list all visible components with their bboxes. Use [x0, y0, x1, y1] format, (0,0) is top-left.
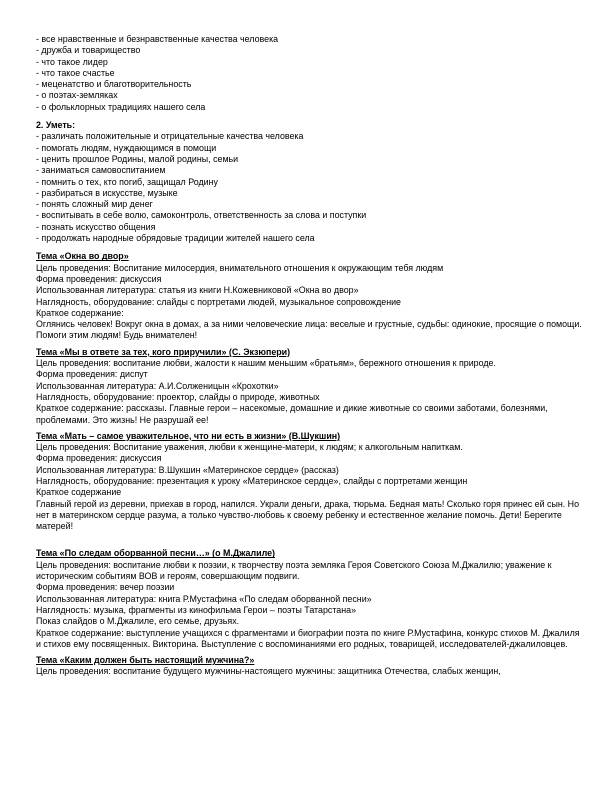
topic-line: Использованная литература: А.И.Солженицын «Крохотки»: [36, 380, 279, 391]
topic-line: Наглядность, оборудование: презентация к уроку «Материнское сердце», слайды с портретами женщин: [36, 475, 468, 486]
topic-line: Краткое содержание: [36, 487, 122, 498]
skills-section: [36, 120, 584, 244]
topic-line: Наглядность, оборудование: слайды с портретами людей, музыкальное сопровождение: [36, 296, 401, 307]
topic-goal: Цель проведения: воспитание любви к поэзии, к творчеству поэта земляка Героя Советского Союза М.Джалилю; уважение к историческим событиям ВОВ и героям, совершающим подвиги.: [36, 559, 552, 582]
topic-title: Тема «Окна во двор»: [36, 251, 129, 262]
topic-title: Тема «Каким должен быть настоящий мужчина?»: [36, 655, 255, 666]
topic-line: Показ слайдов о М.Джалиле, его семье, друзьях.: [36, 616, 240, 627]
topic-summary: Оглянись человек! Вокруг окна в домах, а за ними человеческие лица: веселые и грустные, судьбы: одинокие, просящие о помощи. Помоги этим людям! Будь внимателен!: [36, 319, 582, 341]
list-item: - разбираться в искусстве, музыке: [36, 187, 178, 198]
list-item: - помогать людям, нуждающимся в помощи: [36, 142, 217, 153]
list-item: - познать искусство общения: [36, 221, 156, 232]
topic-section: [36, 431, 584, 533]
topic-title: Тема «По следам оборванной песни…» (о М.Джалиле): [36, 548, 275, 559]
topic-line: Цель проведения: воспитание любви, жалости к нашим меньшим «братьям», бережного отношения к природе.: [36, 358, 496, 369]
topic-section: [36, 655, 584, 678]
topic-section: [36, 548, 584, 650]
topic-line: Краткое содержание:: [36, 307, 124, 318]
list-item: - ценить прошлое Родины, малой родины, семьи: [36, 153, 239, 164]
topic-line: Использованная литература: В.Шукшин «Материнское сердце» (рассказ): [36, 464, 339, 475]
list-item: - заниматься самовоспитанием: [36, 165, 166, 176]
list-item: - помнить о тех, кто погиб, защищал Родину: [36, 176, 218, 187]
topic-line: Форма проведения: дискуссия: [36, 273, 162, 284]
intro-list: [36, 34, 584, 113]
topic-line: Цель проведения: воспитание будущего мужчины-настоящего мужчины: защитника Отечества, слабых женщин,: [36, 666, 501, 677]
topic-line: Цель проведения: Воспитание милосердия, внимательного отношения к окружающим тебя людям: [36, 262, 444, 273]
topic-line: Форма проведения: дискуссия: [36, 453, 162, 464]
topic-summary: Главный герой из деревни, приехав в город, напился. Украли деньги, драка, тюрьма. Бедная мать! Сколько горя принес ей сын. Но нет в материнском сердце разума, а только чувство-любовь к своему ребенку и естественное желание помочь. Дети! Берегите матерей!: [36, 498, 580, 532]
list-item: - продолжать народные обрядовые традиции жителей нашего села: [36, 233, 315, 244]
topic-line: Форма проведения: диспут: [36, 369, 148, 380]
list-item: - о поэтах-земляках: [36, 90, 118, 101]
list-item: - о фольклорных традициях нашего села: [36, 101, 206, 112]
topic-line: Наглядность: музыка, фрагменты из кинофильма Герои – поэты Татарстана»: [36, 604, 357, 615]
list-item: - воспитывать в себе волю, самоконтроль, ответственность за слова и поступки: [36, 210, 367, 221]
topic-title: Тема «Мы в ответе за тех, кого приручили» (С. Экзюпери): [36, 346, 291, 357]
list-item: - меценатство и благотворительность: [36, 79, 192, 90]
topic-summary: Краткое содержание: рассказы. Главные герои – насекомые, домашние и дикие животные со своими заботами, болезнями, проблемами. Это жизнь! Не разрушай ее!: [36, 403, 548, 425]
document-page: [36, 34, 584, 678]
list-item: - различать положительные и отрицательные качества человека: [36, 131, 304, 142]
list-item: - что такое лидер: [36, 56, 108, 67]
list-item: - понять сложный мир денег: [36, 199, 153, 210]
list-item: - дружба и товарищество: [36, 45, 141, 56]
topic-line: Наглядность, оборудование: проектор, слайды о природе, животных: [36, 391, 320, 402]
topic-line: Цель проведения: Воспитание уважения, любви к женщине-матери, к людям; к алкогольным напиткам.: [36, 442, 463, 453]
topic-summary: Краткое содержание: выступление учащихся с фрагментами и биографии поэта по книге Р.Мустафина, конкурс стихов М. Джалиля и стихов ему посвященных. Викторина. Выступление с воспоминаниями его родных, товарищей, исследователей-джалиловцев.: [36, 627, 580, 649]
topic-section: [36, 251, 584, 341]
topic-line: Использованная литература: книга Р.Мустафина «По следам оборванной песни»: [36, 593, 372, 604]
list-item: - все нравственные и безнравственные качества человека: [36, 34, 279, 44]
topic-title: Тема «Мать – самое уважительное, что ни есть в жизни» (В.Шукшин): [36, 430, 341, 441]
topic-line: Форма проведения: вечер поэзии: [36, 582, 175, 593]
topic-line: Использованная литература: статья из книги Н.Кожевниковой «Окна во двор»: [36, 285, 359, 296]
skills-heading: 2. Уметь:: [36, 120, 76, 131]
list-item: - что такое счастье: [36, 67, 115, 78]
topic-section: [36, 347, 584, 426]
